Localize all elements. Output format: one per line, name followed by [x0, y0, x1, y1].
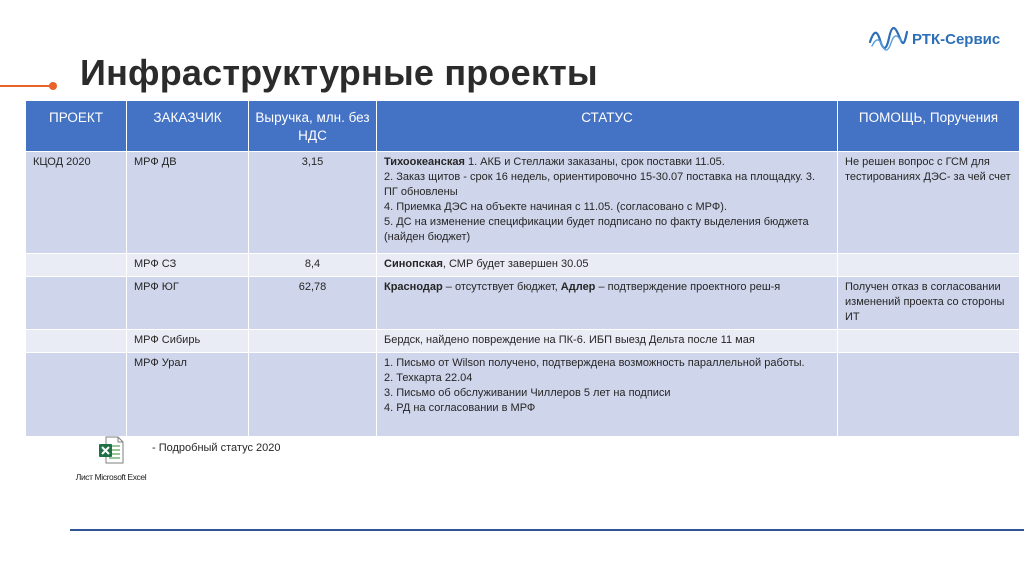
logo-wave-icon: [868, 26, 908, 52]
column-header-status: СТАТУС: [377, 101, 838, 152]
cell-revenue: 3,15: [249, 152, 377, 254]
cell-project: [26, 254, 127, 277]
table-row: [26, 254, 1020, 277]
title-accent-line: [0, 85, 52, 87]
status-text: – подтверждение проектного реш-я: [595, 281, 781, 293]
cell-customer: МРФ ЮГ: [127, 277, 249, 330]
cell-revenue: [249, 330, 377, 353]
attachment-area: [70, 436, 281, 483]
status-line: 2. Заказ щитов - срок 16 недель, ориентировочно 15-30.07 поставка на площадку. 3. ПГ обновлены: [384, 171, 816, 198]
excel-attachment[interactable]: [70, 436, 152, 483]
cell-customer: МРФ СЗ: [127, 254, 249, 277]
status-text: 1. АКБ и Стеллажи заказаны, срок поставки 11.05.: [464, 156, 725, 168]
column-header-project: ПРОЕКТ: [26, 101, 127, 152]
cell-status: [377, 254, 838, 277]
cell-help: [838, 254, 1020, 277]
excel-file-caption: Лист Microsoft Excel: [75, 472, 147, 482]
status-text: – отсутствует бюджет,: [442, 281, 561, 293]
footer-divider: [70, 529, 1024, 531]
company-logo: [868, 24, 1000, 54]
cell-customer: МРФ Урал: [127, 353, 249, 437]
status-site-name: Краснодар: [384, 281, 443, 293]
excel-file-icon[interactable]: [98, 436, 124, 464]
status-line: [384, 257, 830, 272]
status-line: 3. Письмо об обслуживании Чиллеров 5 лет на подписи: [384, 387, 671, 399]
status-line: 5. ДС на изменение спецификации будет подписано по факту выделения бюджета (найден бюджет): [384, 216, 809, 243]
page-title: Инфраструктурные проекты: [80, 52, 598, 93]
cell-status: [377, 330, 838, 353]
table-row: [26, 330, 1020, 353]
status-line: Бердск, найдено повреждение на ПК-6. ИБП выезд Дельта после 11 мая: [384, 334, 755, 346]
projects-table: [25, 100, 1020, 437]
cell-customer: МРФ ДВ: [127, 152, 249, 254]
cell-help: Не решен вопрос с ГСМ для тестированиях ДЭС- за чей счет: [838, 152, 1020, 254]
column-header-help: ПОМОЩЬ, Поручения: [838, 101, 1020, 152]
status-line: 4. РД на согласовании в МРФ: [384, 402, 536, 414]
cell-status: [377, 277, 838, 330]
cell-help: [838, 330, 1020, 353]
status-line: [384, 280, 830, 295]
status-site-name: Тихоокеанская: [384, 156, 465, 168]
table-header-row: [26, 101, 1020, 152]
table-row: [26, 152, 1020, 254]
cell-status: [377, 152, 838, 254]
cell-project: [26, 277, 127, 330]
status-line: [384, 155, 830, 170]
cell-customer: МРФ Сибирь: [127, 330, 249, 353]
column-header-revenue: Выручка, млн. без НДС: [249, 101, 377, 152]
table-row: [26, 277, 1020, 330]
cell-help: [838, 353, 1020, 437]
status-line: 1. Письмо от Wilson получено, подтверждена возможность параллельной работы.: [384, 357, 805, 369]
status-line: 2. Техкарта 22.04: [384, 372, 473, 384]
cell-project: [26, 330, 127, 353]
status-site-name: Адлер: [560, 281, 596, 293]
cell-project: КЦОД 2020: [26, 152, 127, 254]
column-header-customer: ЗАКАЗЧИК: [127, 101, 249, 152]
title-accent-dot: [49, 82, 57, 90]
logo-text: РТК-Сервис: [912, 30, 1001, 48]
cell-help: Получен отказ в согласовании изменений проекта со стороны ИТ: [838, 277, 1020, 330]
status-line: 4. Приемка ДЭС на объекте начиная с 11.05. (согласовано с МРФ).: [384, 201, 727, 213]
cell-status: [377, 353, 838, 437]
cell-revenue: 62,78: [249, 277, 377, 330]
cell-project: [26, 353, 127, 437]
cell-revenue: [249, 353, 377, 437]
status-site-name: Синопская: [384, 258, 443, 270]
status-text: , СМР будет завершен 30.05: [442, 258, 589, 270]
table-row: [26, 353, 1020, 437]
cell-revenue: 8,4: [249, 254, 377, 277]
detailed-status-note: - Подробный статус 2020: [152, 442, 281, 454]
